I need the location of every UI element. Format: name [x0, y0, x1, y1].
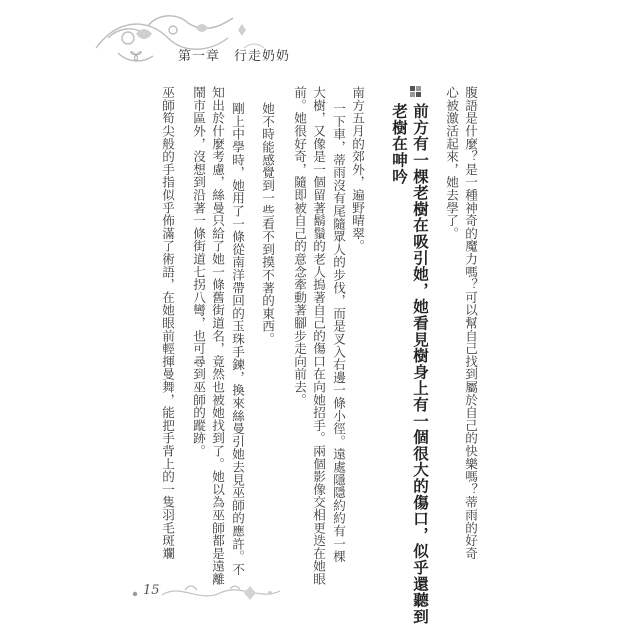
vine-ornament-icon	[160, 575, 300, 609]
body-column-11: 巫師筍尖般的手指似乎佈滿了術語，在她眼前輕揮曼舞，能把手背上的一隻羽毛斑斕	[160, 86, 175, 560]
body-column-7: 她不時能感覺到一些看不到摸不著的東西。	[260, 102, 275, 346]
body-column-3: 南方五月的郊外，遍野晴翠。	[350, 86, 365, 253]
body-column-1: 腹語是什麼？是一種神奇的魔力嗎？可以幫自己找到屬於自己的快樂嗎？蒂雨的好奇	[463, 86, 478, 560]
chapter-title: 第一章 行走奶奶	[178, 49, 291, 64]
body-column-9: 知出於什麼考慮，絲曼只給了她一條舊街道名，竟然也被她找到了。她以為巫師都是遠離	[210, 86, 225, 586]
footer-dot-icon	[130, 589, 140, 599]
section-heading-line-2: 老樹在呻吟	[390, 103, 408, 185]
body-column-5: 大樹，又像是一個留著鬍鬚的老人摀著自己的傷口在向她招手。兩個影像交相更迭在她眼	[311, 86, 326, 586]
section-marker-icon	[410, 86, 422, 98]
floral-ornament-icon	[88, 8, 291, 78]
body-column-6: 前。她很好奇，隨即被自己的意念牽動著腳步走向前去。	[292, 86, 307, 406]
body-column-10: 鬧市區外，沒想到沿著一條街道七拐八彎，也可尋到巫師的蹤跡。	[191, 86, 206, 458]
page-number: 15	[143, 583, 160, 598]
section-heading-line-1: 前方有一棵老樹在吸引她，她看見樹身上有一個很大的傷口，似乎還聽到	[411, 103, 429, 625]
body-column-8: 剛上中學時，她用了一條從南洋帶回的玉珠手鍊，換來絲曼引她去見巫師的應許。不	[230, 102, 245, 576]
body-column-4: 一下車，蒂雨沒有尾隨眾人的步伐，而是叉入右邊一條小徑。遠處隱隱約約有一棵	[331, 102, 346, 563]
body-column-2: 心被激活起來，她去學了。	[444, 86, 459, 240]
butterfly-icon	[127, 46, 145, 64]
